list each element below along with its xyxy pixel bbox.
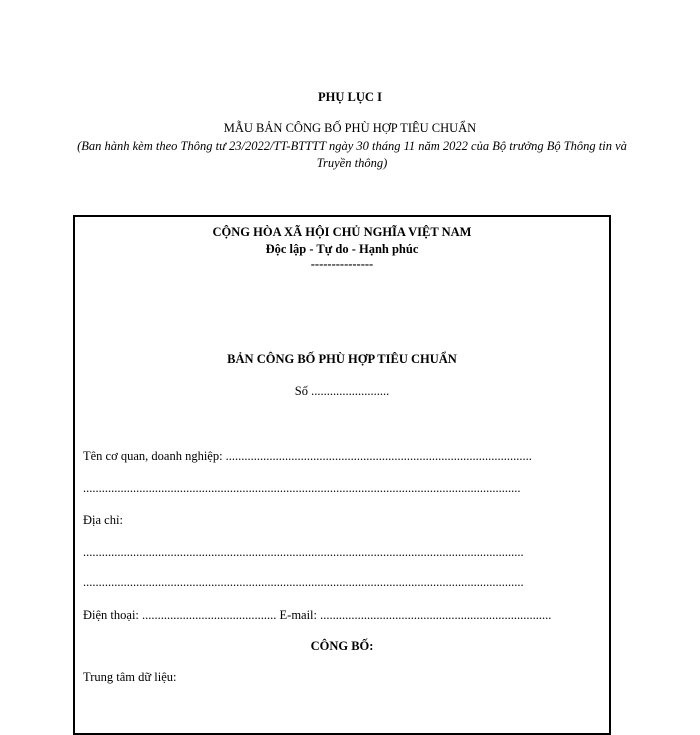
- document-number-line: Số .........................: [294, 384, 390, 398]
- national-motto: Độc lập - Tự do - Hạnh phúc: [265, 242, 419, 256]
- announce-heading: CÔNG BỐ:: [310, 639, 374, 653]
- form-title: MẪU BẢN CÔNG BỐ PHÙ HỢP TIÊU CHUẨN: [223, 121, 477, 135]
- separator-line: ---------------: [310, 257, 374, 271]
- organization-name-field: Tên cơ quan, doanh nghiệp: ..................................................................................................: [83, 449, 532, 463]
- address-label: Địa chỉ:: [83, 513, 123, 527]
- document-title: BẢN CÔNG BỐ PHÙ HỢP TIÊU CHUẨN: [227, 352, 457, 366]
- address-line-1: .............................................................................................................................................: [83, 545, 524, 559]
- appendix-heading: PHỤ LỤC I: [318, 90, 382, 104]
- phone-email-field: Điện thoại: ........................................... E-mail: ..........................................................................: [83, 608, 552, 622]
- form-box: [73, 215, 611, 735]
- data-center-label: Trung tâm dữ liệu:: [83, 670, 177, 684]
- nation-name: CỘNG HÒA XÃ HỘI CHỦ NGHĨA VIỆT NAM: [212, 225, 472, 239]
- address-line-2: .............................................................................................................................................: [83, 575, 524, 589]
- issued-note: (Ban hành kèm theo Thông tư 23/2022/TT-BTTTT ngày 30 tháng 11 năm 2022 của Bộ trưởng Bộ Thông tin và Truyền thông): [77, 139, 627, 170]
- organization-name-continuation: ............................................................................................................................................: [83, 481, 521, 495]
